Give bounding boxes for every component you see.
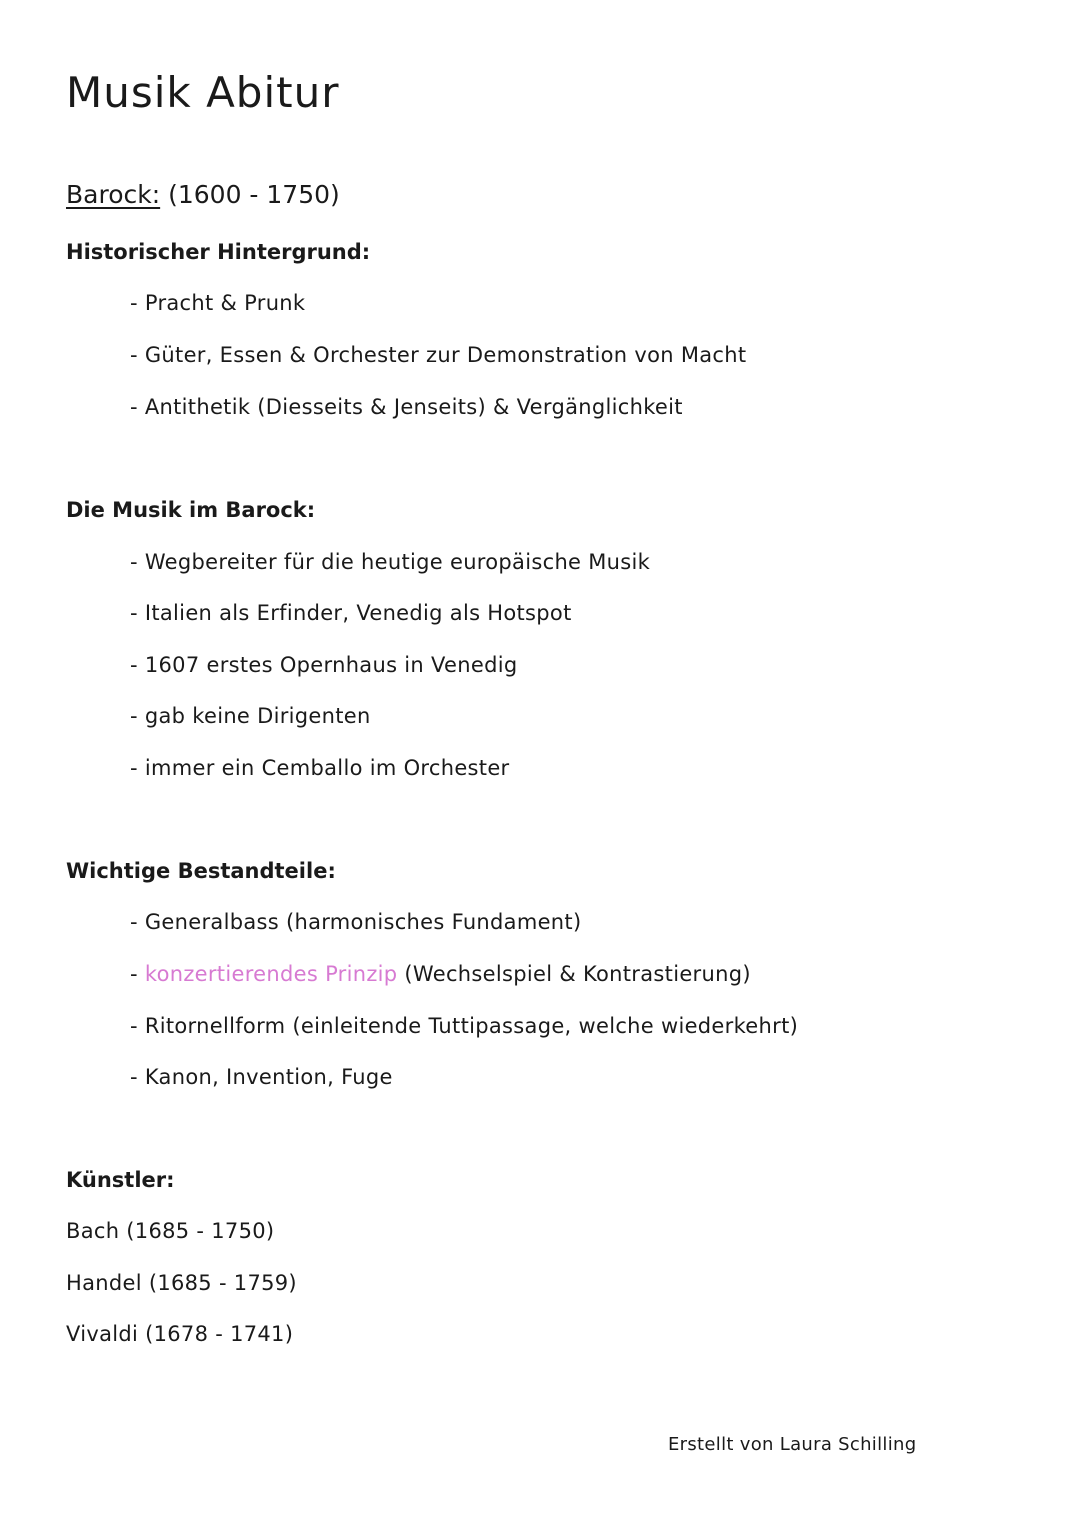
history-item: - Pracht & Prunk <box>130 291 306 315</box>
music-item: - immer ein Cemballo im Orchester <box>130 756 510 780</box>
history-item: - Güter, Essen & Orchester zur Demonstration von Macht <box>130 343 747 367</box>
item-dash: - <box>130 962 145 986</box>
section-heading-music: Die Musik im Barock: <box>66 498 316 522</box>
artist-item: Vivaldi (1678 - 1741) <box>66 1322 294 1346</box>
components-item-highlighted <box>130 962 751 986</box>
history-item: - Antithetik (Diesseits & Jenseits) & Vergänglichkeit <box>130 395 683 419</box>
music-item: - 1607 erstes Opernhaus in Venedig <box>130 653 518 677</box>
components-item: - Kanon, Invention, Fuge <box>130 1065 393 1089</box>
author-credit: Erstellt von Laura Schilling <box>668 1434 917 1455</box>
artist-item: Bach (1685 - 1750) <box>66 1219 275 1243</box>
section-heading-history: Historischer Hintergrund: <box>66 240 371 264</box>
artist-item: Handel (1685 - 1759) <box>66 1271 297 1295</box>
era-range: (1600 - 1750) <box>168 180 340 209</box>
section-heading-artists: Künstler: <box>66 1168 175 1192</box>
item-rest: (Wechselspiel & Kontrastierung) <box>397 962 751 986</box>
music-item: - gab keine Dirigenten <box>130 704 371 728</box>
section-heading-components: Wichtige Bestandteile: <box>66 859 336 883</box>
music-item: - Wegbereiter für die heutige europäische Musik <box>130 550 651 574</box>
page-title: Musik Abitur <box>66 68 340 117</box>
era-heading <box>66 180 340 209</box>
components-item: - Generalbass (harmonisches Fundament) <box>130 910 582 934</box>
era-label: Barock: <box>66 180 161 209</box>
components-item: - Ritornellform (einleitende Tuttipassage, welche wiederkehrt) <box>130 1014 799 1038</box>
music-item: - Italien als Erfinder, Venedig als Hotspot <box>130 601 572 625</box>
highlighted-term: konzertierendes Prinzip <box>144 962 398 986</box>
